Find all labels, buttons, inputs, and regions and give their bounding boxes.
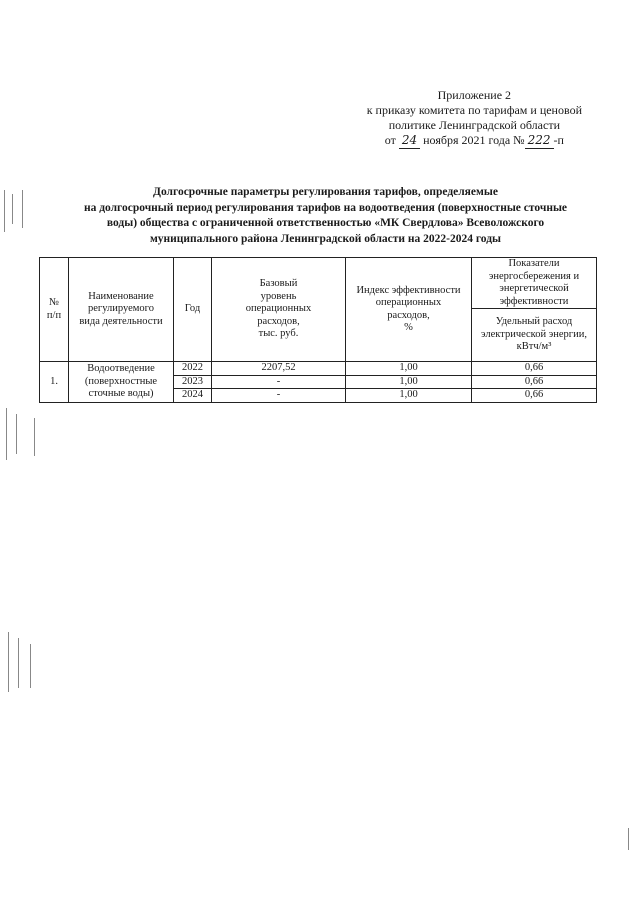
cell-base: 2207,52 — [212, 362, 346, 376]
tariff-parameters-table — [39, 257, 597, 403]
activity-line-2: (поверхностные — [84, 375, 158, 387]
title-line-4: муниципального района Ленинградской области на 2022-2024 годы — [149, 232, 502, 245]
cell-base: - — [212, 375, 346, 389]
header-number: № п/п — [40, 258, 69, 362]
activity-name — [69, 362, 174, 403]
order-suffix: -п — [553, 133, 564, 147]
header-year: Год — [174, 258, 212, 362]
appendix-authority: политике Ленинградской области — [388, 118, 560, 132]
cell-index: 1,00 — [346, 389, 472, 403]
appendix-title: Приложение 2 — [437, 88, 512, 102]
date-month-year: ноября 2021 года № — [423, 133, 525, 147]
appendix-date-line — [367, 133, 582, 149]
header-base-level: Базовый уровень операционных расходов, тыс. руб. — [212, 258, 346, 362]
handwritten-day: 24 — [399, 133, 420, 149]
cell-energy: 0,66 — [472, 389, 597, 403]
header-energy-consumption: Удельный расход электрической энергии, кВтч/м³ — [472, 309, 597, 362]
cell-energy: 0,66 — [472, 362, 597, 376]
appendix-order-ref: к приказу комитета по тарифам и ценовой — [366, 103, 582, 117]
header-energy-group: Показатели энергосбережения и энергетической эффективности — [472, 258, 597, 309]
table-row — [40, 362, 597, 376]
appendix-header — [367, 88, 582, 149]
title-line-2: на долгосрочный период регулирования тарифов на водоотведения (поверхностные сточные — [83, 201, 568, 214]
row-number: 1. — [40, 362, 69, 403]
cell-index: 1,00 — [346, 375, 472, 389]
cell-year: 2022 — [174, 362, 212, 376]
title-line-1: Долгосрочные параметры регулирования тарифов, определяемые — [153, 186, 498, 198]
title-line-3: воды) общества с ограниченной ответственностью «МК Свердлова» Всеволожского — [106, 217, 545, 229]
activity-line-3: сточные воды) — [88, 388, 154, 399]
header-activity: Наименование регулируемого вида деятельности — [69, 258, 174, 362]
cell-year: 2023 — [174, 375, 212, 389]
handwritten-order-number: 222 — [525, 133, 554, 149]
cell-energy: 0,66 — [472, 375, 597, 389]
date-prefix: от — [384, 133, 396, 147]
activity-line-1: Водоотведение — [87, 363, 155, 374]
cell-year: 2024 — [174, 389, 212, 403]
cell-base: - — [212, 389, 346, 403]
document-title — [48, 185, 603, 247]
cell-index: 1,00 — [346, 362, 472, 376]
header-efficiency-index: Индекс эффективности операционных расходов, % — [346, 258, 472, 362]
